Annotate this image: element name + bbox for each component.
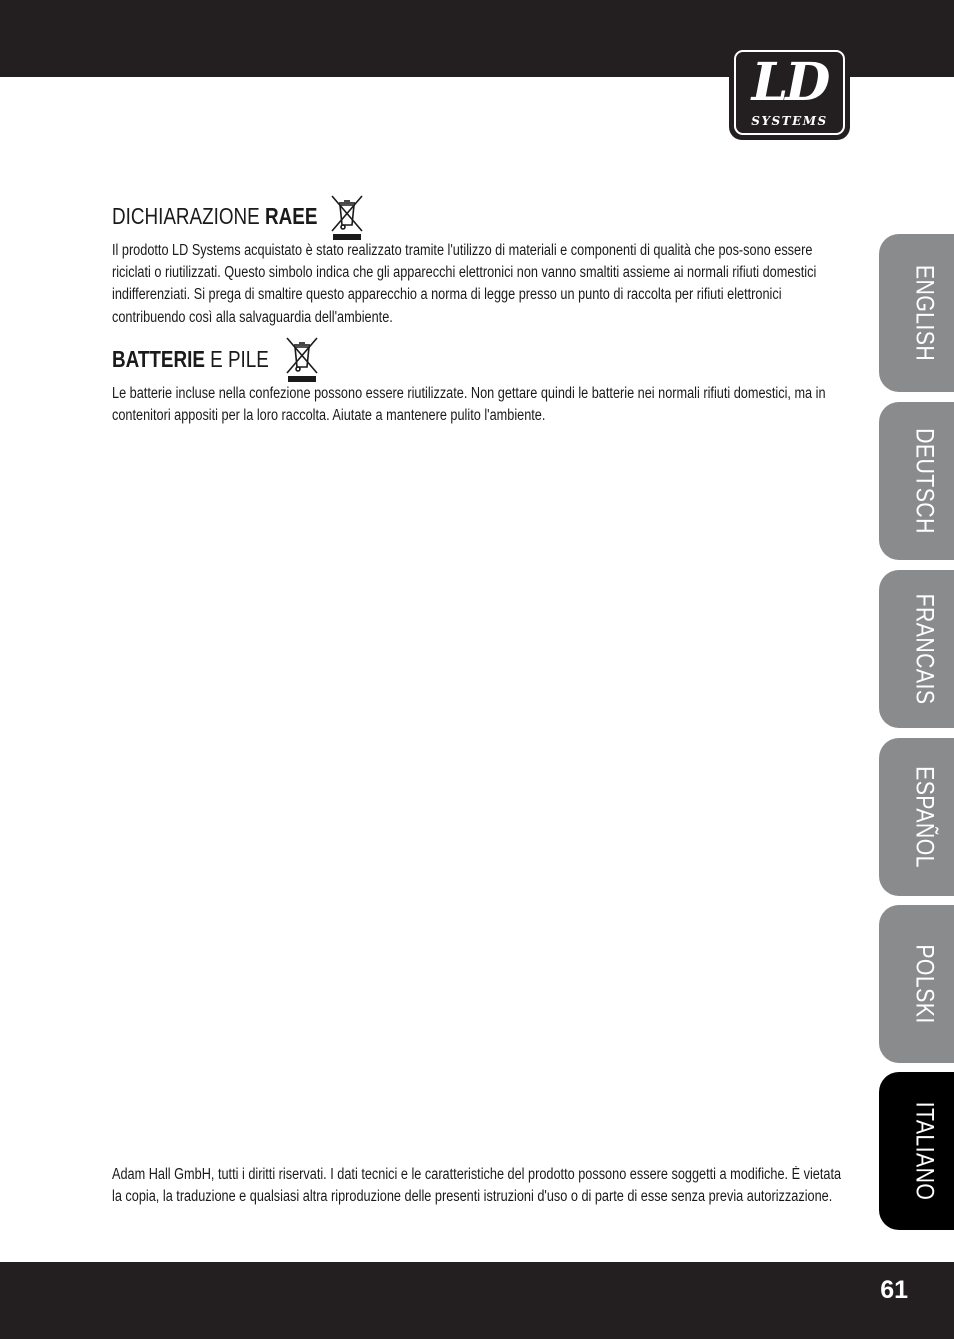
tab-deutsch[interactable] [879,402,954,560]
tab-english[interactable] [879,234,954,392]
tab-italiano-label: ITALIANO [910,1101,939,1201]
weee-heading-normal: DICHIARAZIONE [112,203,265,229]
copyright-note: Adam Hall GmbH, tutti i diritti riservati. I dati tecnici e le caratteristiche del prodotto possono essere soggetti a modifiche. È vietata la copia, la traduzione e qualsiasi altra riproduzione delle presenti istruzioni d'uso o di parte di esse senza previa autorizzazione. [112,1166,842,1206]
tab-polski-label: POLSKI [910,944,939,1024]
weee-heading [112,203,317,229]
tab-english-label: ENGLISH [910,264,939,362]
weee-heading-bold: RAEE [264,203,318,229]
tab-deutsch-label: DEUTSCH [910,428,939,534]
logo-ld-text: LD [751,52,828,113]
bottom-bar [0,1262,954,1339]
tab-espanol-label: ESPAÑOL [910,766,939,868]
crossed-out-wheelie-bin-icon [329,193,365,242]
crossed-out-wheelie-bin-icon [284,335,320,384]
batteries-body: Le batterie incluse nella confezione possono essere riutilizzate. Non gettare quindi le batterie nei normali rifiuti domestici, ma in contenitori appositi per la loro raccolta. Aiutate a mantenere pulito l'ambiente. [112,385,826,425]
batteries-heading-normal: E PILE [204,346,269,372]
tab-francais[interactable] [879,570,954,728]
page-number: 61 [880,1276,908,1304]
logo-systems-text: SYSTEMS [751,114,828,128]
tab-espanol[interactable] [879,738,954,896]
batteries-heading-bold: BATTERIE [112,346,205,372]
tab-polski[interactable] [879,905,954,1063]
tab-francais-label: FRANCAIS [910,593,939,705]
batteries-heading [112,346,269,372]
weee-body: Il prodotto LD Systems acquistato è stato realizzato tramite l'utilizzo di materiali e componenti di qualità che pos-sono essere riciclati o riutilizzati. Questo simbolo indica che gli apparecchi elettronici non vanno smaltiti assieme ai normali rifiuti domestici indifferenziati. Si prega di smaltire questo apparecchio a norma di legge presso un punto di raccolta per rifiuti elettronici contribuendo così alla salvaguardia dell'ambiente. [112,242,817,326]
tab-italiano[interactable] [879,1072,954,1230]
ld-systems-logo [729,45,850,140]
